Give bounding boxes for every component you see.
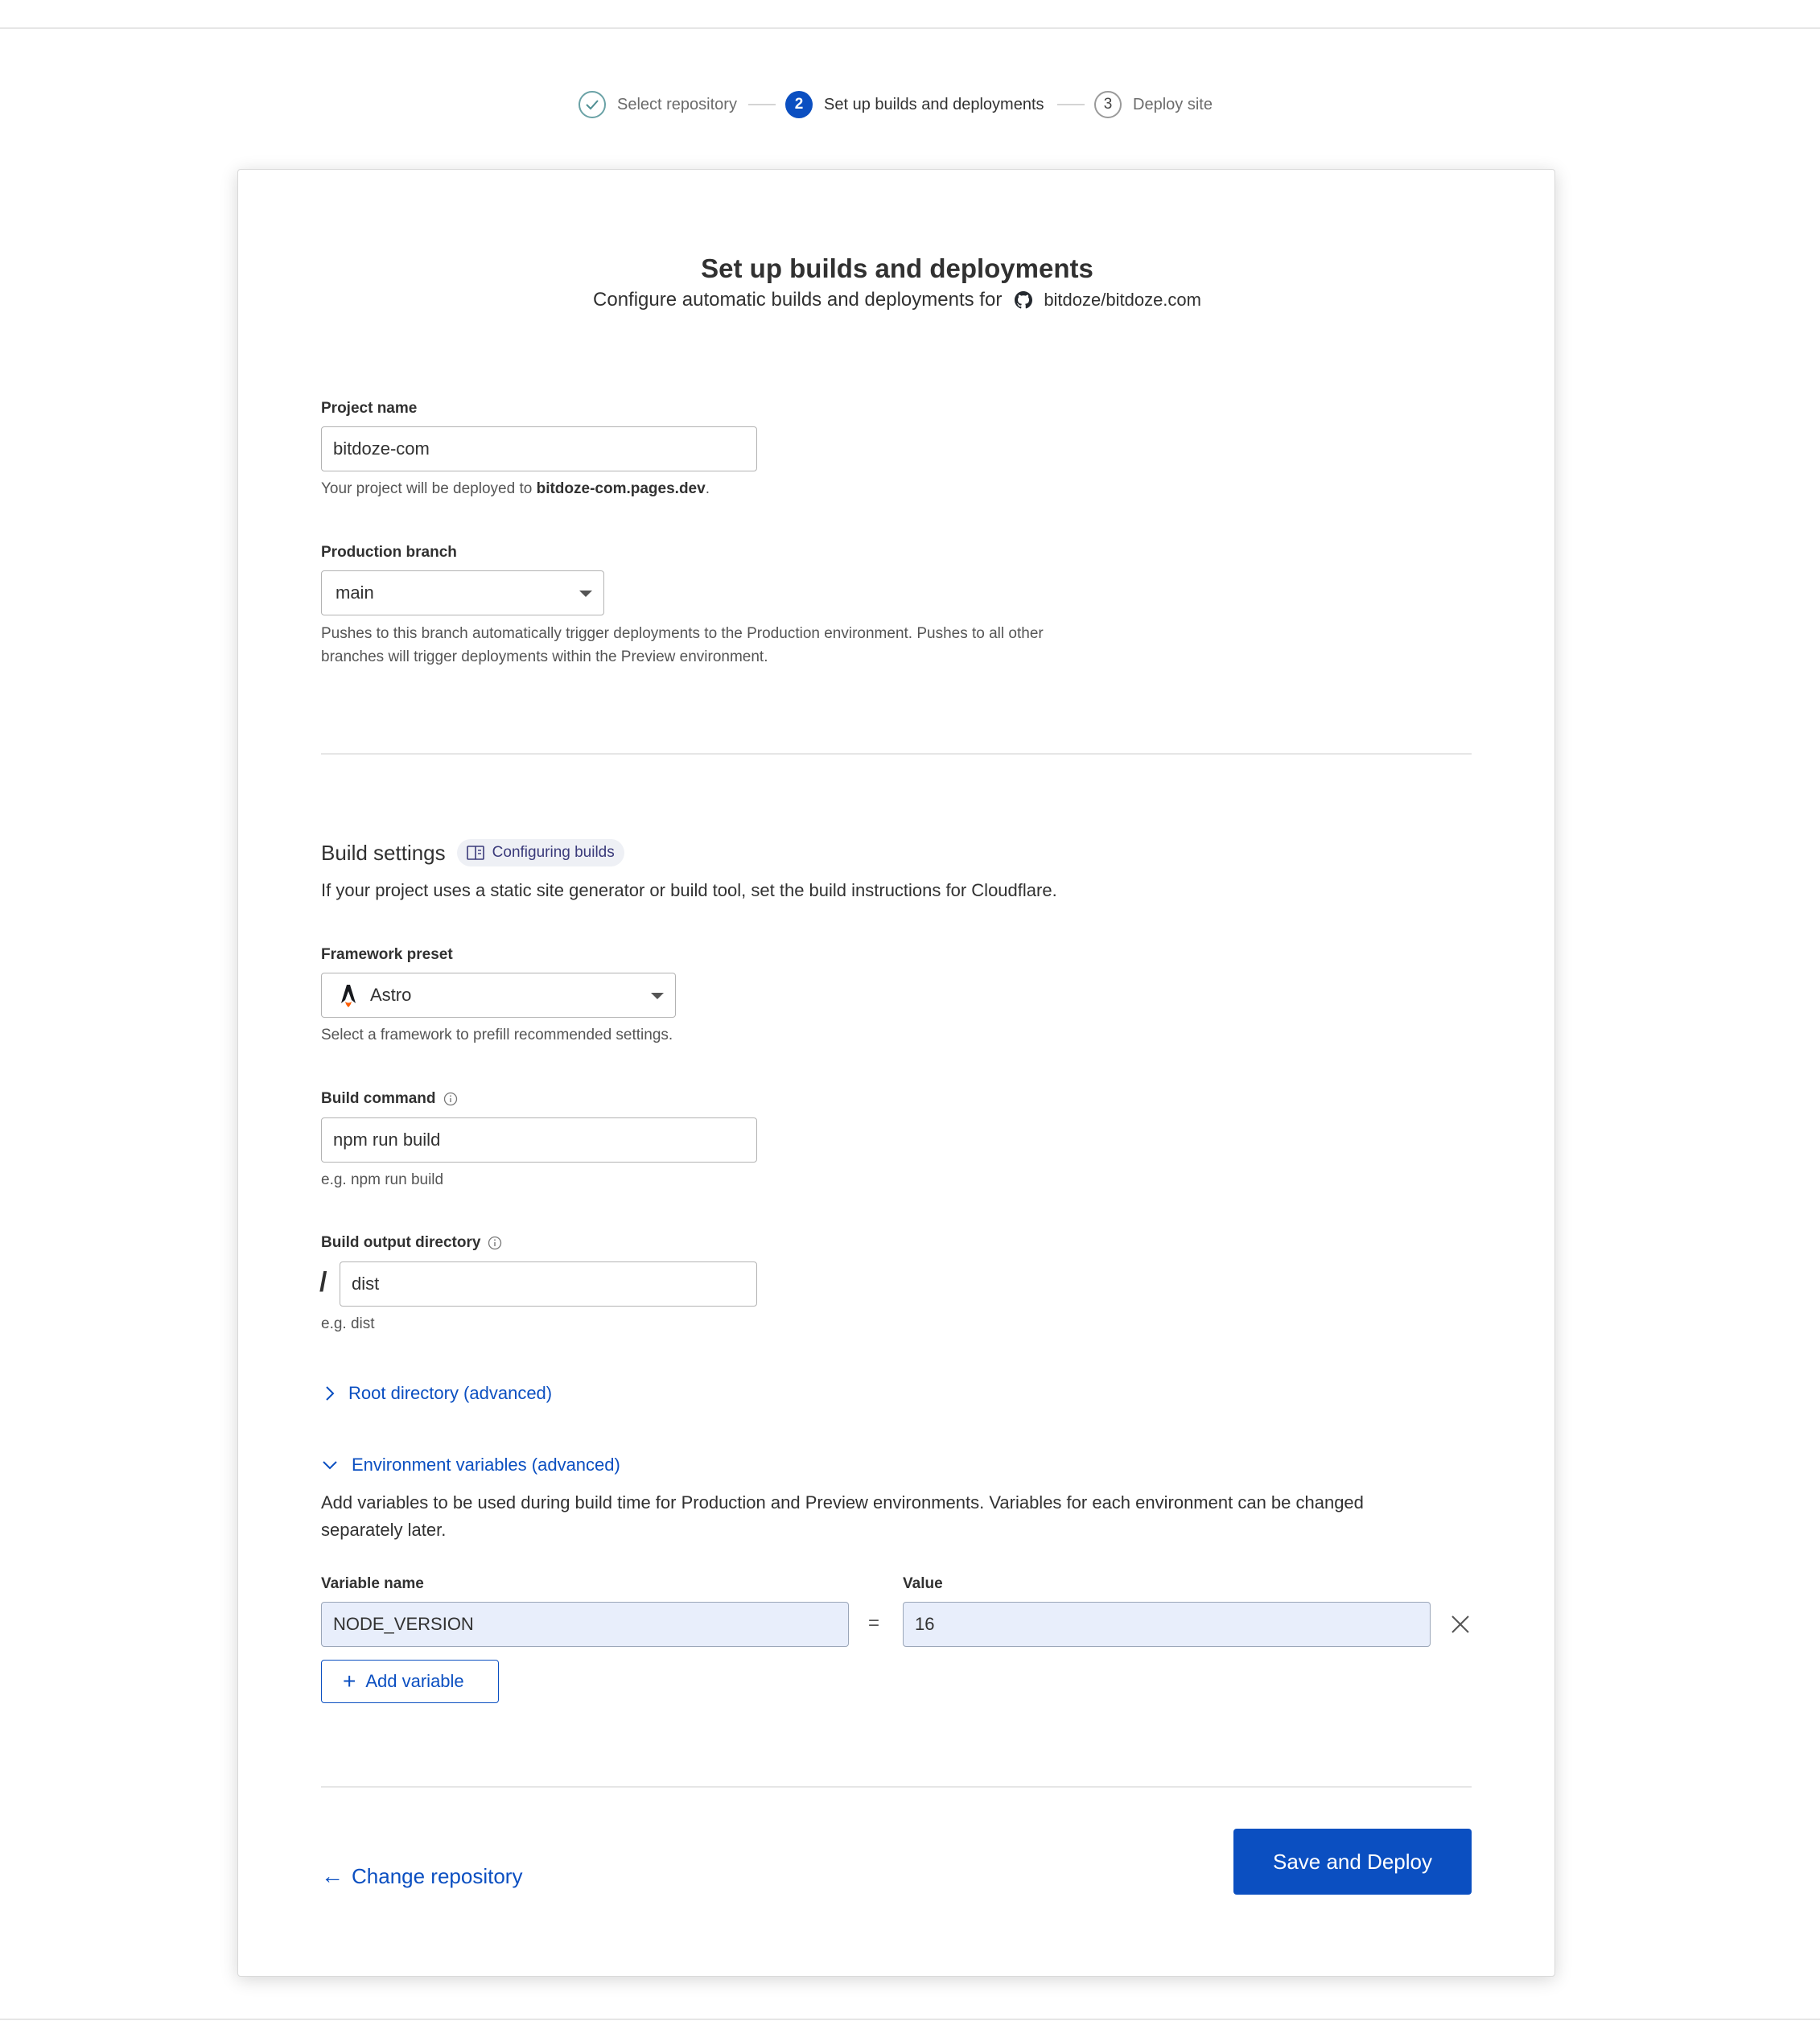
help-prefix: Your project will be deployed to: [321, 480, 533, 497]
production-branch-select[interactable]: [321, 570, 604, 615]
deploy-domain: bitdoze-com.pages.dev: [536, 480, 706, 497]
variable-name-header: Variable name: [321, 1575, 424, 1592]
build-output-help: e.g. dist: [321, 1315, 375, 1332]
variable-value-input[interactable]: 16: [903, 1602, 1431, 1647]
step-connector: [1057, 104, 1085, 105]
project-name-input[interactable]: bitdoze-com: [321, 426, 757, 471]
root-directory-toggle[interactable]: [321, 1383, 552, 1404]
arrow-left-icon: ←: [321, 1863, 344, 1888]
variable-value-header: Value: [903, 1575, 943, 1592]
setup-card: [237, 169, 1555, 1977]
selected-framework: Astro: [370, 985, 412, 1005]
chevron-down-icon: [321, 1459, 339, 1471]
check-icon: [579, 91, 606, 118]
build-settings-description: If your project uses a static site generator or build tool, set the build instructions for Cloudflare.: [321, 880, 1057, 900]
build-command-label: [321, 1090, 458, 1108]
build-settings-heading: [321, 839, 624, 866]
path-prefix: /: [319, 1267, 327, 1298]
subtitle-text: Configure automatic builds and deployments for: [593, 289, 1003, 311]
repo-name: bitdoze/bitdoze.com: [1044, 290, 1201, 310]
chevron-down-icon: [651, 993, 664, 999]
equals-sign: =: [868, 1612, 880, 1634]
step-label: Set up builds and deployments: [824, 95, 1044, 113]
step-label: Deploy site: [1133, 95, 1213, 113]
astro-logo-icon: [338, 982, 359, 1008]
build-settings-title: Build settings: [321, 840, 446, 865]
env-vars-description: [321, 1489, 1364, 1544]
step-number: 2: [785, 91, 813, 118]
step-connector: [748, 104, 776, 105]
help-line: branches will trigger deployments within the Preview environment.: [321, 648, 768, 665]
help-suffix: .: [705, 480, 710, 497]
root-directory-label: Root directory (advanced): [348, 1383, 553, 1403]
framework-preset-help: Select a framework to prefill recommended settings.: [321, 1027, 673, 1043]
project-name-help: [321, 477, 710, 500]
step-select-repository[interactable]: [579, 90, 737, 119]
info-icon[interactable]: [488, 1236, 502, 1250]
selected-branch: main: [336, 582, 374, 603]
progress-stepper: [0, 90, 1820, 119]
env-vars-label: Environment variables (advanced): [352, 1455, 620, 1475]
step-label: Select repository: [617, 95, 737, 113]
page-title: Set up builds and deployments: [701, 253, 1093, 283]
description-line: separately later.: [321, 1520, 447, 1540]
footer-divider: [321, 1786, 1472, 1788]
chevron-right-icon: [324, 1385, 336, 1402]
configuring-builds-link[interactable]: [457, 839, 624, 866]
save-and-deploy-button[interactable]: Save and Deploy: [1233, 1829, 1472, 1895]
change-repository-link[interactable]: [321, 1863, 522, 1889]
variable-name-input[interactable]: NODE_VERSION: [321, 1602, 849, 1647]
production-branch-help: [321, 622, 1044, 669]
framework-preset-label: Framework preset: [321, 946, 453, 963]
build-output-label-text: Build output directory: [321, 1234, 481, 1251]
plus-icon: +: [343, 1669, 356, 1694]
build-command-label-text: Build command: [321, 1090, 436, 1107]
step-number: 3: [1094, 91, 1122, 118]
doc-link-label: Configuring builds: [492, 844, 615, 861]
build-command-input[interactable]: npm run build: [321, 1117, 757, 1163]
help-line: Pushes to this branch automatically trigger deployments to the Production environment. Pushes to all other: [321, 625, 1044, 642]
section-divider: [321, 753, 1472, 755]
change-repository-label: Change repository: [352, 1863, 523, 1888]
book-icon: [467, 845, 484, 861]
description-line: Add variables to be used during build time for Production and Preview environments. Variables for each environment can be changed: [321, 1492, 1364, 1512]
step-deploy-site: [1094, 90, 1213, 119]
production-branch-label: Production branch: [321, 544, 457, 561]
env-vars-toggle[interactable]: [321, 1455, 620, 1475]
page-subtitle: [238, 289, 1556, 311]
bottom-divider: [0, 2019, 1820, 2020]
build-output-label: [321, 1234, 502, 1252]
add-variable-label: Add variable: [365, 1671, 464, 1691]
top-divider: [0, 27, 1820, 29]
build-command-help: e.g. npm run build: [321, 1171, 444, 1188]
framework-preset-select[interactable]: [321, 973, 676, 1018]
close-icon[interactable]: [1450, 1614, 1471, 1635]
chevron-down-icon: [579, 591, 592, 597]
github-icon: [1015, 291, 1032, 309]
step-setup-builds: [785, 90, 1044, 119]
add-variable-button[interactable]: [321, 1660, 499, 1703]
build-output-input[interactable]: dist: [340, 1261, 757, 1307]
info-icon[interactable]: [443, 1092, 458, 1106]
project-name-label: Project name: [321, 400, 418, 417]
